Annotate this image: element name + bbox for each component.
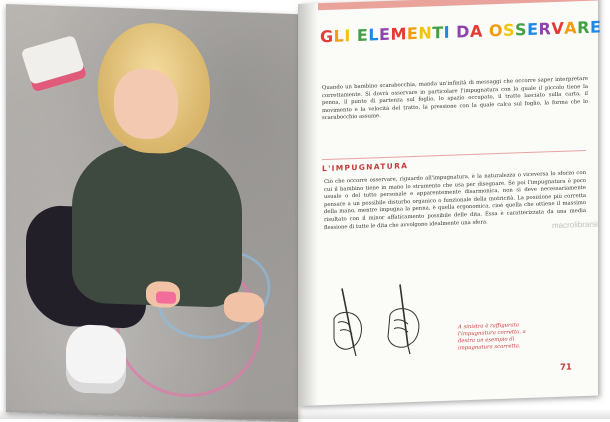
title-letter: D <box>456 21 470 42</box>
page-gutter-shadow <box>298 3 318 406</box>
title-letter: N <box>418 23 433 43</box>
child-face <box>114 68 178 140</box>
left-page-photo <box>6 4 298 422</box>
title-letter: G <box>320 26 334 47</box>
title-letter: S <box>515 20 528 40</box>
title-letter: T <box>432 22 444 43</box>
child-shoe <box>66 324 126 394</box>
title-letter: R <box>577 17 590 38</box>
title-letter: E <box>356 25 369 45</box>
right-page <box>298 0 602 406</box>
title-letter: M <box>390 24 407 44</box>
bottom-shadow <box>0 409 610 419</box>
title-letter: L <box>333 26 345 46</box>
title-letter: A <box>469 21 483 41</box>
title-letter: S <box>503 20 516 40</box>
title-letter: R <box>538 19 552 39</box>
title-letter: I <box>443 22 451 42</box>
hand-grip-illustration <box>324 274 464 365</box>
header-band <box>318 0 598 10</box>
pink-chalk <box>156 291 176 304</box>
title-letter: E <box>406 23 419 44</box>
title-letter: E <box>379 24 391 45</box>
intro-paragraph: Quando un bambino scarabocchia, manda un'infinità di messaggi che occorre saper interpretare correttamente. Si dovrà osservare in particolare l'impugnatura con la quale il piccolo tiene la penna, il punto di partenza sul foglio, lo spazio occupato, il tratto lasciato sulla carta, il movimento e la velocità del tratto, la pressione con la quale calca sul foglio, la forma che lo scarabocchio assume. <box>322 75 588 122</box>
title-letter: A <box>564 18 578 38</box>
illustration-caption: A sinistra è raffigurata l'impugnatura corretta, a destra un esempio di impugnatura scorretta. <box>458 322 526 352</box>
watermark-text: macrolibrarsi <box>552 219 598 231</box>
section-heading: L'IMPUGNATURA <box>322 150 586 173</box>
title-letter: I <box>344 26 351 46</box>
chapter-title <box>320 17 601 46</box>
title-letter: O <box>488 20 504 41</box>
body-paragraph: Ciò che occorre osservare, riguardo all'impugnatura, è la naturalezza o viceversa lo sforzo con cui il bambino tiene in mano lo strumento che usa per disegnare. Se poi l'impugnatura è poco usuale o del tutto personale e apparentemente disarmonica, non si deve necessariamente pensare a un possibile disturbo organico o funzionale della motricità. La posizione più corretta della mano, mentre impugna la penna, è quella ergonomica, cioè quella che ottiene il massimo risultato con il minor affaticamento possibile delle dita. Essa è caratterizzata da una media flessione di tutte le dita che avvolgono idealmente una sfera. <box>324 169 586 231</box>
title-letter: L <box>368 25 380 45</box>
page-number: 71 <box>560 362 572 373</box>
title-letter: V <box>551 18 565 39</box>
child-hand <box>224 292 264 323</box>
title-letter: E <box>589 17 602 37</box>
title-letter: E <box>527 19 539 40</box>
